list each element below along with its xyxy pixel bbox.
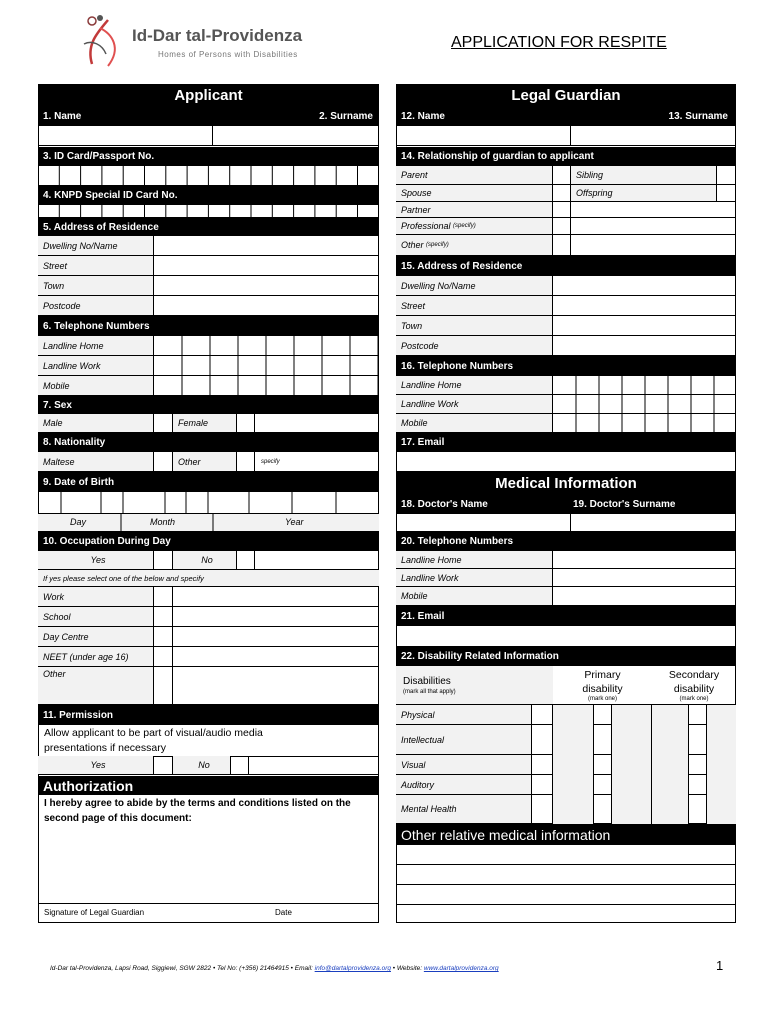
rel-other-specify: (specify) (426, 242, 449, 248)
doctor-name-label: 18. Doctor's Name (401, 498, 488, 510)
occ-no-text: No (201, 555, 213, 565)
phone-home: Landline Home (38, 336, 154, 356)
page-number: 1 (716, 958, 724, 973)
guardian-email-header: 17. Email (396, 433, 736, 452)
signature-label: Signature of Legal Guardian (44, 908, 145, 917)
medical-title: Medical Information (396, 472, 736, 494)
nat-other: Other (173, 452, 237, 472)
id-card-header: 3. ID Card/Passport No. (38, 147, 379, 166)
g-addr-dwelling: Dwelling No/Name (396, 276, 553, 296)
date-label: Date (275, 908, 292, 917)
org-name: Id-Dar tal-Providenza (132, 26, 303, 45)
other-info-header: Other relative medical information (396, 824, 736, 845)
disability-header: 22. Disability Related Information (396, 647, 736, 666)
footer (50, 965, 499, 972)
guardian-name-label: 12. Name (401, 110, 445, 122)
m-phone-mobile: Mobile (396, 587, 553, 606)
dob-header: 9. Date of Birth (38, 472, 379, 492)
occupation-header: 10. Occupation During Day (38, 532, 379, 551)
dis-intellectual: Intellectual (396, 725, 532, 755)
occ-note: If yes please select one of the below and specify (38, 570, 379, 587)
rel-professional-text: Professional (401, 221, 451, 231)
g-phone-home: Landline Home (396, 376, 553, 395)
rel-other-text: Other (401, 240, 424, 250)
addr-street: Street (38, 256, 154, 276)
phone-mobile: Mobile (38, 376, 154, 396)
rel-spouse: Spouse (396, 185, 553, 202)
footer-website[interactable]: www.dartalprovidenza.org (423, 965, 499, 972)
med-email-header: 21. Email (396, 606, 736, 626)
applicant-title: Applicant (38, 84, 379, 106)
rel-parent: Parent (396, 166, 553, 185)
perm-no-text: No (198, 760, 210, 770)
footer-email[interactable]: info@dartalprovidenza.org (314, 965, 391, 972)
nat-specify-label: specify (261, 459, 280, 465)
applicant-surname-label: 2. Surname (319, 110, 373, 122)
sex-header: 7. Sex (38, 396, 379, 414)
occ-daycentre: Day Centre (38, 627, 154, 647)
org-subtitle: Homes of Persons with Disabilities (158, 50, 298, 59)
dob-day: Day (70, 517, 87, 527)
dis-label: Disabilities (403, 676, 451, 687)
rel-offspring: Offspring (571, 185, 717, 202)
knpd-header: 4. KNPD Special ID Card No. (38, 186, 379, 205)
occ-yes-text: Yes (90, 555, 106, 565)
rel-partner: Partner (396, 202, 553, 218)
telephone-header: 6. Telephone Numbers (38, 316, 379, 336)
permission-header: 11. Permission (38, 705, 379, 725)
rel-professional-specify: (specify) (453, 223, 476, 229)
footer-mid: • Website: (390, 965, 424, 972)
dis-visual: Visual (396, 755, 532, 775)
g-addr-street: Street (396, 296, 553, 316)
m-phone-home: Landline Home (396, 551, 553, 569)
address-header: 5. Address of Residence (38, 218, 379, 236)
secondary-label: Secondary disability (668, 669, 720, 695)
dis-physical: Physical (396, 705, 532, 725)
auth-text: I hereby agree to abide by the terms and conditions listed on the second page of this document: (44, 798, 351, 824)
nationality-header: 8. Nationality (38, 433, 379, 452)
sex-male: Male (38, 414, 154, 433)
dob-year: Year (285, 517, 304, 527)
guardian-title: Legal Guardian (396, 84, 736, 106)
primary-label: Primary disability (582, 669, 623, 695)
sex-female: Female (173, 414, 237, 433)
g-phone-work: Landline Work (396, 395, 553, 414)
g-addr-town: Town (396, 316, 553, 336)
form-title: APPLICATION FOR RESPITE (451, 34, 667, 51)
g-phone-mobile: Mobile (396, 414, 553, 433)
g-addr-postcode: Postcode (396, 336, 553, 356)
dis-mental: Mental Health (396, 795, 532, 824)
authorization-header: Authorization (38, 776, 379, 795)
occ-work: Work (38, 587, 154, 607)
addr-town: Town (38, 276, 154, 296)
addr-postcode: Postcode (38, 296, 154, 316)
doctor-surname-label: 19. Doctor's Surname (573, 498, 676, 510)
rel-sibling: Sibling (571, 166, 717, 185)
dis-auditory: Auditory (396, 775, 532, 795)
perm-yes-text: Yes (90, 760, 106, 770)
m-phone-work: Landline Work (396, 569, 553, 587)
nat-maltese: Maltese (38, 452, 154, 472)
footer-text: Id-Dar tal-Providenza, Lapsi Road, Siggiewi, SGW 2822 • Tel No: (+356) 21464915 • Email: (50, 965, 315, 972)
primary-mark: (mark one) (587, 696, 617, 702)
guardian-telephone-header: 16. Telephone Numbers (396, 356, 736, 376)
addr-dwelling: Dwelling No/Name (38, 236, 154, 256)
phone-work: Landline Work (38, 356, 154, 376)
occ-school: School (38, 607, 154, 627)
permission-text: Allow applicant to be part of visual/audio media presentations if necessary (44, 727, 263, 754)
dob-month: Month (150, 517, 176, 527)
applicant-name-label: 1. Name (43, 110, 82, 122)
relationship-header: 14. Relationship of guardian to applicant (396, 147, 736, 166)
guardian-address-header: 15. Address of Residence (396, 256, 736, 276)
med-telephone-header: 20. Telephone Numbers (396, 532, 736, 551)
occ-neet: NEET (under age 16) (38, 647, 154, 667)
occ-other: Other (38, 667, 154, 705)
dis-mark-all: (mark all that apply) (403, 689, 456, 695)
secondary-mark: (mark one) (679, 696, 709, 702)
guardian-surname-label: 13. Surname (668, 110, 728, 122)
